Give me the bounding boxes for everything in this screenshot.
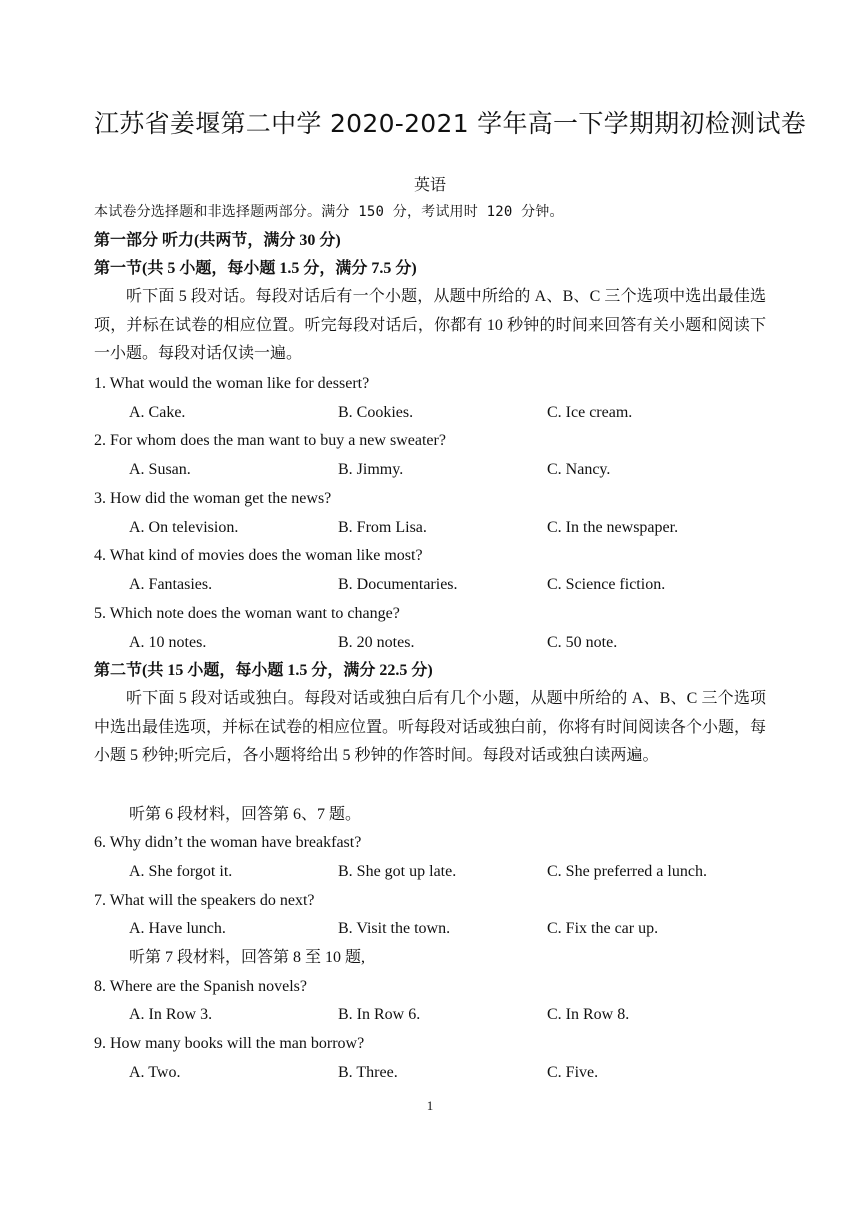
q8-option-a: A. In Row 3. xyxy=(129,1006,213,1023)
section2-instructions: 听下面 5 段对话或独白。每段对话或独白后有几个小题，从题中所给的 A、B、C 三个选项中选出最佳选项，并标在试卷的相应位置。听每段对话或独白前，你将有时间阅读各个小题，每小题 5 秒钟;听完后，各小题将给出 5 秒钟的作答时间。每段对话或独白读两遍。 xyxy=(94,690,767,765)
q9-option-b: B. Three. xyxy=(338,1064,398,1081)
q4-option-c: C. Science fiction. xyxy=(547,576,666,593)
q7-option-c: C. Fix the car up. xyxy=(547,920,659,937)
question-8: 8. Where are the Spanish novels? xyxy=(94,978,307,995)
question-3: 3. How did the woman get the news? xyxy=(94,490,332,507)
q1-option-c: C. Ice cream. xyxy=(547,404,633,421)
q9-option-c: C. Five. xyxy=(547,1064,599,1081)
q7-option-b: B. Visit the town. xyxy=(338,920,451,937)
question-5: 5. Which note does the woman want to change? xyxy=(94,605,400,622)
question-2: 2. For whom does the man want to buy a new sweater? xyxy=(94,432,446,449)
q2-option-b: B. Jimmy. xyxy=(338,461,404,478)
q8-option-b: B. In Row 6. xyxy=(338,1006,421,1023)
q6-option-a: A. She forgot it. xyxy=(129,863,233,880)
exam-title: 江苏省姜堰第二中学 2020-2021 学年高一下学期期初检测试卷 xyxy=(94,109,807,138)
q4-option-a: A. Fantasies. xyxy=(129,576,213,593)
material-6-note: 听第 6 段材料，回答第 6、7 题。 xyxy=(129,806,362,823)
exam-intro: 本试卷分选择题和非选择题两部分。满分 150 分，考试用时 120 分钟。 xyxy=(94,204,564,220)
question-1: 1. What would the woman like for dessert? xyxy=(94,375,370,392)
q2-option-c: C. Nancy. xyxy=(547,461,611,478)
q9-option-a: A. Two. xyxy=(129,1064,181,1081)
question-9: 9. How many books will the man borrow? xyxy=(94,1035,365,1052)
q6-option-c: C. She preferred a lunch. xyxy=(547,863,707,880)
part1-heading: 第一部分 听力(共两节，满分 30 分) xyxy=(94,232,341,249)
q5-option-b: B. 20 notes. xyxy=(338,634,415,651)
q1-option-a: A. Cake. xyxy=(129,404,186,421)
question-4: 4. What kind of movies does the woman like most? xyxy=(94,547,423,564)
section2-heading: 第二节(共 15 小题，每小题 1.5 分，满分 22.5 分) xyxy=(94,662,433,679)
q6-option-b: B. She got up late. xyxy=(338,863,457,880)
page-number: 1 xyxy=(426,1098,434,1113)
q3-option-b: B. From Lisa. xyxy=(338,519,427,536)
q3-option-a: A. On television. xyxy=(129,519,239,536)
section1-heading: 第一节(共 5 小题，每小题 1.5 分，满分 7.5 分) xyxy=(94,260,417,277)
q7-option-a: A. Have lunch. xyxy=(129,920,226,937)
question-6: 6. Why didn’t the woman have breakfast? xyxy=(94,834,362,851)
q4-option-b: B. Documentaries. xyxy=(338,576,458,593)
q3-option-c: C. In the newspaper. xyxy=(547,519,679,536)
material-7-note: 听第 7 段材料，回答第 8 至 10 题, xyxy=(129,949,366,966)
question-7: 7. What will the speakers do next? xyxy=(94,892,315,909)
section1-instructions: 听下面 5 段对话。每段对话后有一个小题，从题中所给的 A、B、C 三个选项中选出最佳选项，并标在试卷的相应位置。听完每段对话后，你都有 10 秒钟的时间来回答有关小题和阅读下一小题。每段对话仅读一遍。 xyxy=(94,288,766,363)
q2-option-a: A. Susan. xyxy=(129,461,191,478)
q5-option-c: C. 50 note. xyxy=(547,634,618,651)
q5-option-a: A. 10 notes. xyxy=(129,634,207,651)
q8-option-c: C. In Row 8. xyxy=(547,1006,630,1023)
q1-option-b: B. Cookies. xyxy=(338,404,414,421)
subject-heading: 英语 xyxy=(413,175,446,194)
